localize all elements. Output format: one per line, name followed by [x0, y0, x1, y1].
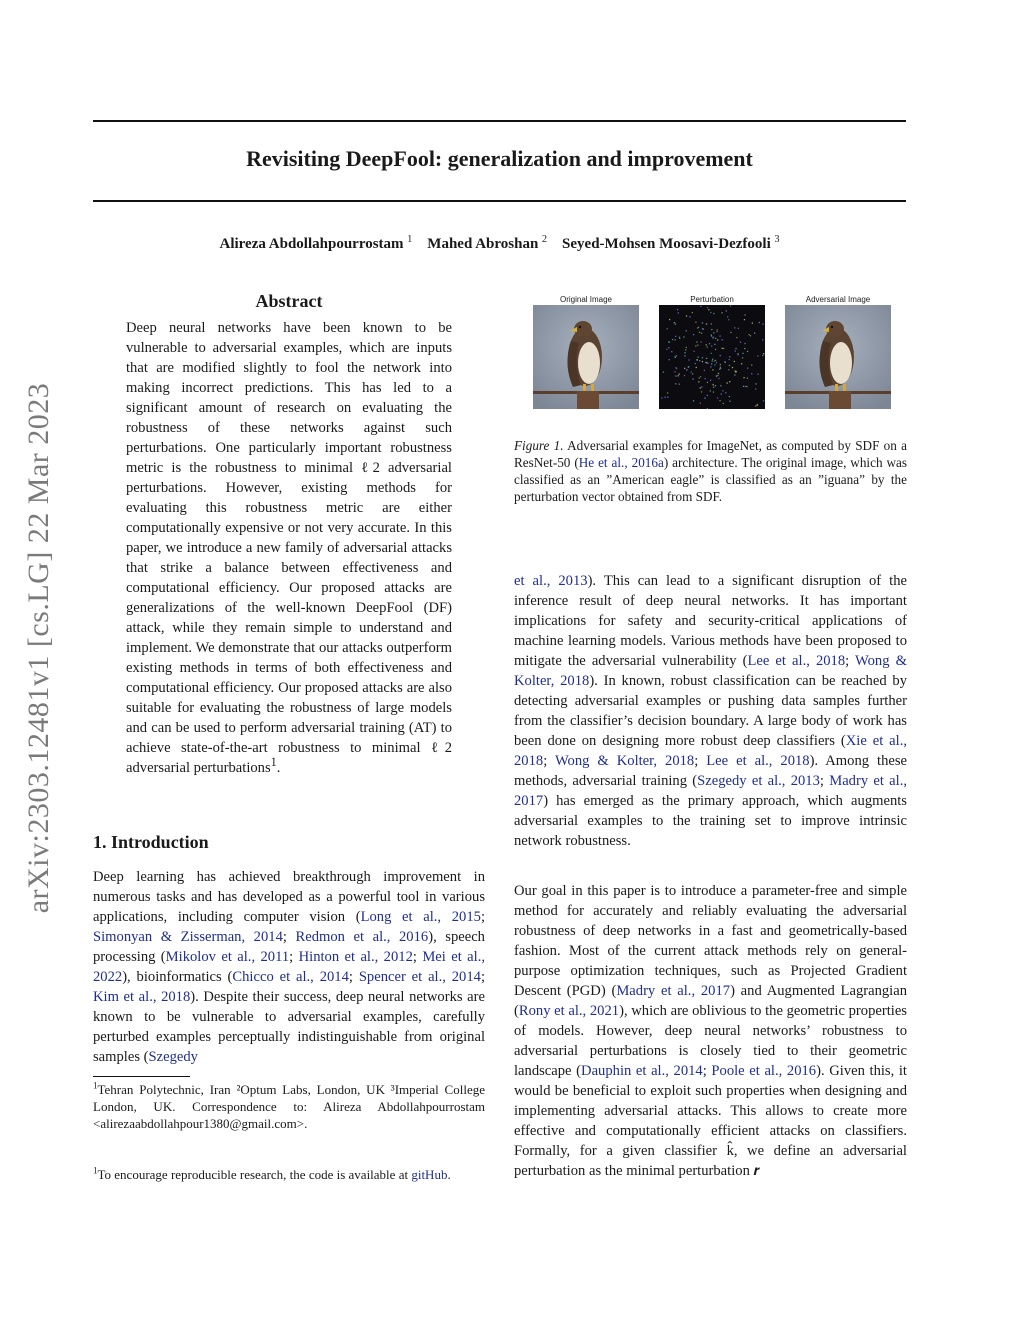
noise-pixel [713, 313, 714, 314]
noise-pixel [713, 332, 714, 333]
noise-pixel [701, 333, 702, 334]
noise-pixel [723, 403, 724, 404]
figure-caption-label: Figure 1. [514, 438, 564, 453]
noise-pixel [689, 316, 690, 317]
noise-pixel [675, 383, 676, 384]
noise-pixel [692, 378, 693, 379]
abstract-heading: Abstract [255, 291, 323, 311]
noise-pixel [710, 380, 711, 381]
noise-pixel [691, 371, 692, 372]
noise-pixel [717, 339, 718, 340]
text-run: ; [543, 753, 555, 769]
noise-pixel [742, 353, 743, 354]
noise-pixel [741, 363, 742, 364]
noise-pixel [688, 359, 689, 360]
text-run: ). Despite their success, deep neural networks are known to be vulnerable to adversarial examples, carefully perturbed examples perceptually indistinguishable from original samples ( [93, 989, 485, 1065]
noise-pixel [713, 337, 714, 338]
citation-link[interactable]: Kim et al., 2018 [93, 989, 191, 1005]
intro-paragraph-1-continued [514, 571, 907, 851]
noise-pixel [692, 373, 693, 374]
noise-pixel [675, 336, 676, 337]
arxiv-identifier-stamp: arXiv:2303.12481v1 [cs.LG] 22 Mar 2023 [22, 382, 55, 914]
noise-pixel [737, 354, 738, 355]
abstract-body [126, 318, 452, 778]
noise-pixel [668, 341, 669, 342]
noise-pixel [699, 360, 700, 361]
noise-pixel [755, 383, 756, 384]
author-affiliation-mark: 1 [407, 234, 413, 245]
noise-pixel [714, 364, 715, 365]
noise-pixel [743, 377, 744, 378]
noise-pixel [722, 339, 723, 340]
noise-pixel [667, 397, 668, 398]
noise-pixel [707, 382, 708, 383]
noise-pixel [729, 381, 730, 382]
noise-pixel [698, 381, 699, 382]
noise-pixel [715, 338, 716, 339]
noise-pixel [707, 346, 708, 347]
intro-paragraph-1 [93, 867, 485, 1067]
text-run: Deep learning has achieved breakthrough improvement in numerous tasks and has developed as a powerful tool in various applications, including computer vision ( [93, 869, 485, 925]
noise-pixel [762, 355, 763, 356]
citation-link[interactable]: He et al., 2016a [578, 455, 664, 470]
paper-title: Revisiting DeepFool: generalization and improvement [246, 146, 753, 171]
noise-pixel [695, 363, 696, 364]
noise-pixel [744, 319, 745, 320]
noise-pixel [675, 324, 676, 325]
noise-pixel [750, 335, 751, 336]
noise-pixel [675, 339, 676, 340]
text-run: ), speech processing ( [93, 929, 485, 965]
noise-pixel [704, 398, 705, 399]
noise-pixel [730, 332, 731, 333]
adversarial-eagle-image [785, 305, 891, 409]
noise-pixel [757, 355, 758, 356]
noise-pixel [711, 323, 712, 324]
noise-pixel [734, 374, 735, 375]
noise-pixel [669, 319, 670, 320]
noise-pixel [714, 344, 715, 345]
noise-pixel [712, 360, 713, 361]
noise-pixel [678, 375, 679, 376]
noise-pixel [734, 361, 735, 362]
noise-pixel [757, 374, 758, 375]
noise-pixel [679, 373, 680, 374]
noise-pixel [685, 349, 686, 350]
noise-pixel [693, 351, 694, 352]
noise-pixel [707, 363, 708, 364]
noise-pixel [695, 345, 696, 346]
author-name: Mahed Abroshan [427, 236, 539, 252]
noise-pixel [729, 396, 730, 397]
noise-pixel [763, 400, 764, 401]
noise-pixel [712, 369, 713, 370]
noise-pixel [703, 328, 704, 329]
noise-pixel [711, 353, 712, 354]
footnote-affiliations [93, 1081, 485, 1132]
noise-pixel [736, 337, 737, 338]
citation-link[interactable]: Spencer et al., 2014 [358, 969, 481, 985]
citation-link[interactable]: Wong & Kolter, 2018 [514, 653, 907, 689]
author-name: Alireza Abdollahpourrostam [219, 236, 404, 252]
noise-pixel [727, 382, 728, 383]
noise-pixel [668, 347, 669, 348]
noise-pixel [663, 372, 664, 373]
noise-pixel [674, 322, 675, 323]
citation-link[interactable]: Szegedy [148, 1049, 198, 1065]
noise-pixel [754, 333, 755, 334]
noise-pixel [711, 363, 712, 364]
author-affiliation-mark: 2 [542, 234, 548, 245]
noise-pixel [706, 323, 707, 324]
noise-pixel [725, 362, 726, 363]
noise-pixel [707, 307, 708, 308]
noise-pixel [718, 378, 719, 379]
noise-pixel [729, 359, 730, 360]
noise-pixel [711, 329, 712, 330]
noise-pixel [697, 345, 698, 346]
noise-pixel [721, 393, 722, 394]
noise-pixel [749, 334, 750, 335]
text-run: ; [282, 929, 296, 945]
footnote-rule [93, 1076, 190, 1077]
noise-pixel [700, 306, 701, 307]
noise-pixel [711, 334, 712, 335]
noise-pixel [711, 345, 712, 346]
citation-link[interactable]: Szegedy et al., 2013 [697, 773, 820, 789]
noise-pixel [715, 385, 716, 386]
figure-label-perturbation: Perturbation [690, 295, 734, 304]
noise-pixel [688, 367, 689, 368]
noise-pixel [678, 312, 679, 313]
text-run: Our goal in this paper is to introduce a parameter-free and simple method for accurately and reliably evaluating the adversarial robustness of deep networks in a fast and geometrically-based fashion. Most of the current attack methods rely on general-purpose optimization techniques, such as Projected Gradient Descent (PGD) ( [514, 883, 907, 999]
text-run: ). This can lead to a significant disruption of the inference result of deep neural networks. It has important implications for safety and security-critical applications of machine learning models. Various methods have been proposed to mitigate the adversarial vulnerability ( [514, 573, 907, 669]
noise-pixel [744, 343, 745, 344]
intro-paragraph-2 [514, 881, 907, 1181]
noise-pixel [700, 403, 701, 404]
noise-pixel [729, 356, 730, 357]
noise-pixel [721, 312, 722, 313]
noise-pixel [762, 339, 763, 340]
noise-pixel [742, 357, 743, 358]
noise-pixel [717, 329, 718, 330]
footnote-code [93, 1166, 485, 1183]
noise-pixel [719, 335, 720, 336]
noise-pixel [686, 369, 687, 370]
noise-pixel [762, 324, 763, 325]
text-run: ). Given this, it would be beneficial to exploit such properties when designing and implementing adversarial attacks. This allows to create more effective and computationally efficient attacks on classifiers. Formally, for a given classifier k̂, we define an adversarial perturbation as the minimal perturbation 𝒓 [514, 1063, 907, 1179]
noise-pixel [698, 357, 699, 358]
text-run: ; [480, 909, 485, 925]
noise-pixel [710, 312, 711, 313]
footnote-mark: 1 [93, 1080, 98, 1091]
noise-pixel [744, 348, 745, 349]
citation-link[interactable]: Lee et al., 2018 [706, 753, 810, 769]
noise-pixel [720, 385, 721, 386]
noise-pixel [707, 408, 708, 409]
citation-link[interactable]: Madry et al., 2017 [616, 983, 731, 999]
text-run: ; [289, 949, 299, 965]
noise-pixel [693, 334, 694, 335]
citation-link[interactable]: et al., 2013 [514, 573, 588, 589]
footnote-affiliations-text: Tehran Polytechnic, Iran ²Optum Labs, London, UK ³Imperial College London, UK. Correspondence to: Alireza Abdollahpourrostam <alirezaabdollahpour1380@gmail.com>. [93, 1082, 485, 1131]
noise-pixel [763, 353, 764, 354]
text-run: ; [845, 653, 856, 669]
noise-pixel [729, 401, 730, 402]
noise-pixel [667, 392, 668, 393]
text-run: ; [412, 949, 423, 965]
abstract-end: . [276, 760, 281, 776]
citation-link[interactable]: Chicco et al., 2014 [232, 969, 349, 985]
noise-pixel [734, 327, 735, 328]
noise-pixel [729, 365, 730, 366]
citation-link[interactable]: Rony et al., 2021 [518, 1003, 620, 1019]
noise-pixel [705, 378, 706, 379]
noise-pixel [675, 375, 676, 376]
citation-link[interactable]: Lee et al., 2018 [747, 653, 846, 669]
noise-pixel [700, 376, 701, 377]
noise-pixel [697, 359, 698, 360]
text-run: Adversarial examples for ImageNet, as computed by SDF on a ResNet-50 ( [514, 438, 907, 470]
abstract-text: Deep neural networks have been known to be vulnerable to adversarial examples, which are inputs that are modified slightly to fool the network into making incorrect predictions. This has led to a significant amount of research on evaluating the robustness of these networks against such perturbations. One particularly important robustness metric is the robustness to minimal ℓ2 adversarial perturbations. However, existing methods for evaluating this robustness metric are either computationally expensive or not very accurate. In this paper, we introduce a new family of adversarial attacks that strike a balance between effectiveness and computational efficiency. Our proposed attacks are generalizations of the well-known DeepFool (DF) attack, while they remain simple to understand and implement. We demonstrate that our attacks outperform existing methods in terms of both effectiveness and computational efficiency. Our proposed attacks are also suitable for evaluating the robustness of large models and can be used to perform adversarial training (AT) to achieve state-of-the-art robustness to minimal ℓ2 adversarial perturbations [126, 320, 452, 776]
noise-pixel [722, 348, 723, 349]
noise-pixel [747, 368, 748, 369]
noise-pixel [722, 390, 723, 391]
noise-pixel [702, 357, 703, 358]
noise-pixel [671, 351, 672, 352]
noise-pixel [676, 368, 677, 369]
noise-pixel [717, 397, 718, 398]
noise-pixel [686, 347, 687, 348]
section-heading-introduction: 1. Introduction [93, 832, 209, 852]
noise-pixel [674, 371, 675, 372]
noise-pixel [745, 386, 746, 387]
noise-pixel [713, 387, 714, 388]
noise-pixel [716, 362, 717, 363]
text-run: ; [819, 773, 830, 789]
title-bottom-rule [93, 200, 906, 202]
citation-link[interactable]: Hinton et al., 2012 [298, 949, 413, 965]
noise-pixel [714, 360, 715, 361]
noise-pixel [698, 327, 699, 328]
noise-pixel [712, 359, 713, 360]
noise-pixel [679, 338, 680, 339]
noise-pixel [743, 386, 744, 387]
citation-link[interactable]: Redmon et al., 2016 [295, 929, 429, 945]
text-run: ; [702, 1063, 712, 1079]
noise-pixel [707, 395, 708, 396]
noise-pixel [706, 358, 707, 359]
noise-pixel [720, 364, 721, 365]
figure-caption [514, 437, 907, 505]
noise-pixel [738, 328, 739, 329]
noise-pixel [735, 348, 736, 349]
citation-link[interactable]: Dauphin et al., 2014 [581, 1063, 703, 1079]
footnote-mark: 1 [93, 1165, 98, 1176]
noise-pixel [701, 386, 702, 387]
noise-pixel [723, 348, 724, 349]
noise-pixel [759, 322, 760, 323]
noise-pixel [740, 342, 741, 343]
noise-pixel [677, 309, 678, 310]
noise-pixel [686, 330, 687, 331]
noise-pixel [709, 343, 710, 344]
citation-link[interactable]: Mei et al., 2022 [93, 949, 485, 985]
noise-pixel [702, 361, 703, 362]
noise-pixel [716, 331, 717, 332]
noise-pixel [716, 375, 717, 376]
noise-pixel [720, 366, 721, 367]
noise-pixel [751, 364, 752, 365]
noise-pixel [701, 341, 702, 342]
noise-pixel [708, 309, 709, 310]
citation-link[interactable]: Madry et al., 2017 [514, 773, 907, 809]
noise-pixel [735, 350, 736, 351]
text-run: ; [348, 969, 359, 985]
noise-pixel [747, 378, 748, 379]
noise-pixel [675, 357, 676, 358]
noise-pixel [728, 369, 729, 370]
noise-pixel [701, 391, 702, 392]
footnote-mark[interactable]: 1 [270, 755, 277, 770]
noise-pixel [667, 328, 668, 329]
noise-pixel [745, 314, 746, 315]
noise-pixel [746, 386, 747, 387]
noise-pixel [717, 375, 718, 376]
noise-pixel [732, 367, 733, 368]
noise-pixel [684, 352, 685, 353]
noise-pixel [683, 336, 684, 337]
noise-pixel [696, 341, 697, 342]
noise-pixel [704, 370, 705, 371]
noise-pixel [679, 384, 680, 385]
noise-pixel [686, 315, 687, 316]
citation-link[interactable]: Wong & Kolter, 2018 [554, 753, 695, 769]
noise-pixel [699, 377, 700, 378]
perturbation-noise-image [659, 305, 765, 409]
text-run: ) architecture. The original image, which was classified as an ”American eagle” is classified as an ”iguana” by the perturbation vector obtained from SDF. [514, 455, 907, 504]
noise-pixel [672, 339, 673, 340]
noise-pixel [692, 312, 693, 313]
citation-link[interactable]: Xie et al., 2018 [514, 733, 907, 769]
noise-pixel [727, 316, 728, 317]
footnote-code-end: . [447, 1167, 451, 1182]
noise-pixel [752, 322, 753, 323]
noise-pixel [710, 390, 711, 391]
noise-pixel [755, 388, 756, 389]
noise-pixel [700, 387, 701, 388]
noise-pixel [666, 349, 667, 350]
noise-pixel [720, 368, 721, 369]
noise-pixel [699, 332, 700, 333]
text-run: ), bioinformatics ( [122, 969, 233, 985]
text-run: ). Among these methods, adversarial training ( [514, 753, 907, 789]
noise-pixel [757, 405, 758, 406]
text-run: ), which are oblivious to the geometric properties of models. However, deep neural networks’ robustness to adversarial perturbations is closely tied to their geometric landscape ( [514, 1003, 907, 1079]
noise-pixel [693, 400, 694, 401]
noise-pixel [720, 355, 721, 356]
noise-pixel [695, 322, 696, 323]
footnote-code-text: To encourage reproducible research, the code is available at [97, 1167, 412, 1182]
noise-pixel [684, 375, 685, 376]
noise-pixel [706, 344, 707, 345]
original-eagle-image [533, 305, 639, 409]
noise-pixel [735, 371, 736, 372]
author-affiliation-mark: 3 [774, 234, 780, 245]
noise-pixel [705, 362, 706, 363]
text-run: ) has emerged as the primary approach, which augments adversarial examples to the training set to improve intrinsic network robustness. [514, 793, 907, 849]
figure-label-original: Original Image [559, 295, 613, 304]
figure-caption-text [514, 438, 907, 504]
citation-link[interactable]: Long et al., 2015 [360, 909, 481, 925]
text-run: ). In known, robust classification can be reached by detecting adversarial examples or pushing data samples further from the classifier’s decision boundary. A large body of work has been done on designing more robust deep classifiers ( [514, 673, 907, 749]
noise-pixel [726, 310, 727, 311]
figure-label-adversarial: Adversarial Image [805, 295, 871, 304]
text-run: ; [694, 753, 707, 769]
noise-pixel [713, 391, 714, 392]
citation-link[interactable]: Mikolov et al., 2011 [165, 949, 290, 965]
noise-pixel [665, 397, 666, 398]
text-run: ) and Augmented Lagrangian ( [514, 983, 908, 1019]
noise-pixel [755, 405, 756, 406]
noise-pixel [676, 355, 677, 356]
citation-link[interactable]: Simonyan & Zisserman, 2014 [93, 929, 283, 945]
noise-pixel [718, 373, 719, 374]
top-rule [93, 120, 906, 122]
noise-pixel [661, 397, 662, 398]
noise-pixel [702, 322, 703, 323]
noise-pixel [719, 400, 720, 401]
noise-pixel [730, 305, 731, 306]
text-run: ; [480, 969, 486, 985]
noise-pixel [684, 368, 685, 369]
author-list [93, 236, 906, 253]
citation-link[interactable]: Poole et al., 2016 [711, 1063, 817, 1079]
noise-pixel [751, 373, 752, 374]
noise-pixel [696, 367, 697, 368]
noise-pixel [725, 392, 726, 393]
noise-pixel [684, 355, 685, 356]
noise-pixel [747, 351, 748, 352]
noise-pixel [715, 349, 716, 350]
noise-pixel [713, 384, 714, 385]
author-name: Seyed-Mohsen Moosavi-Dezfooli [562, 236, 771, 252]
noise-pixel [728, 319, 729, 320]
github-link[interactable]: gitHub [411, 1167, 448, 1182]
noise-pixel [710, 366, 711, 367]
noise-pixel [669, 359, 670, 360]
